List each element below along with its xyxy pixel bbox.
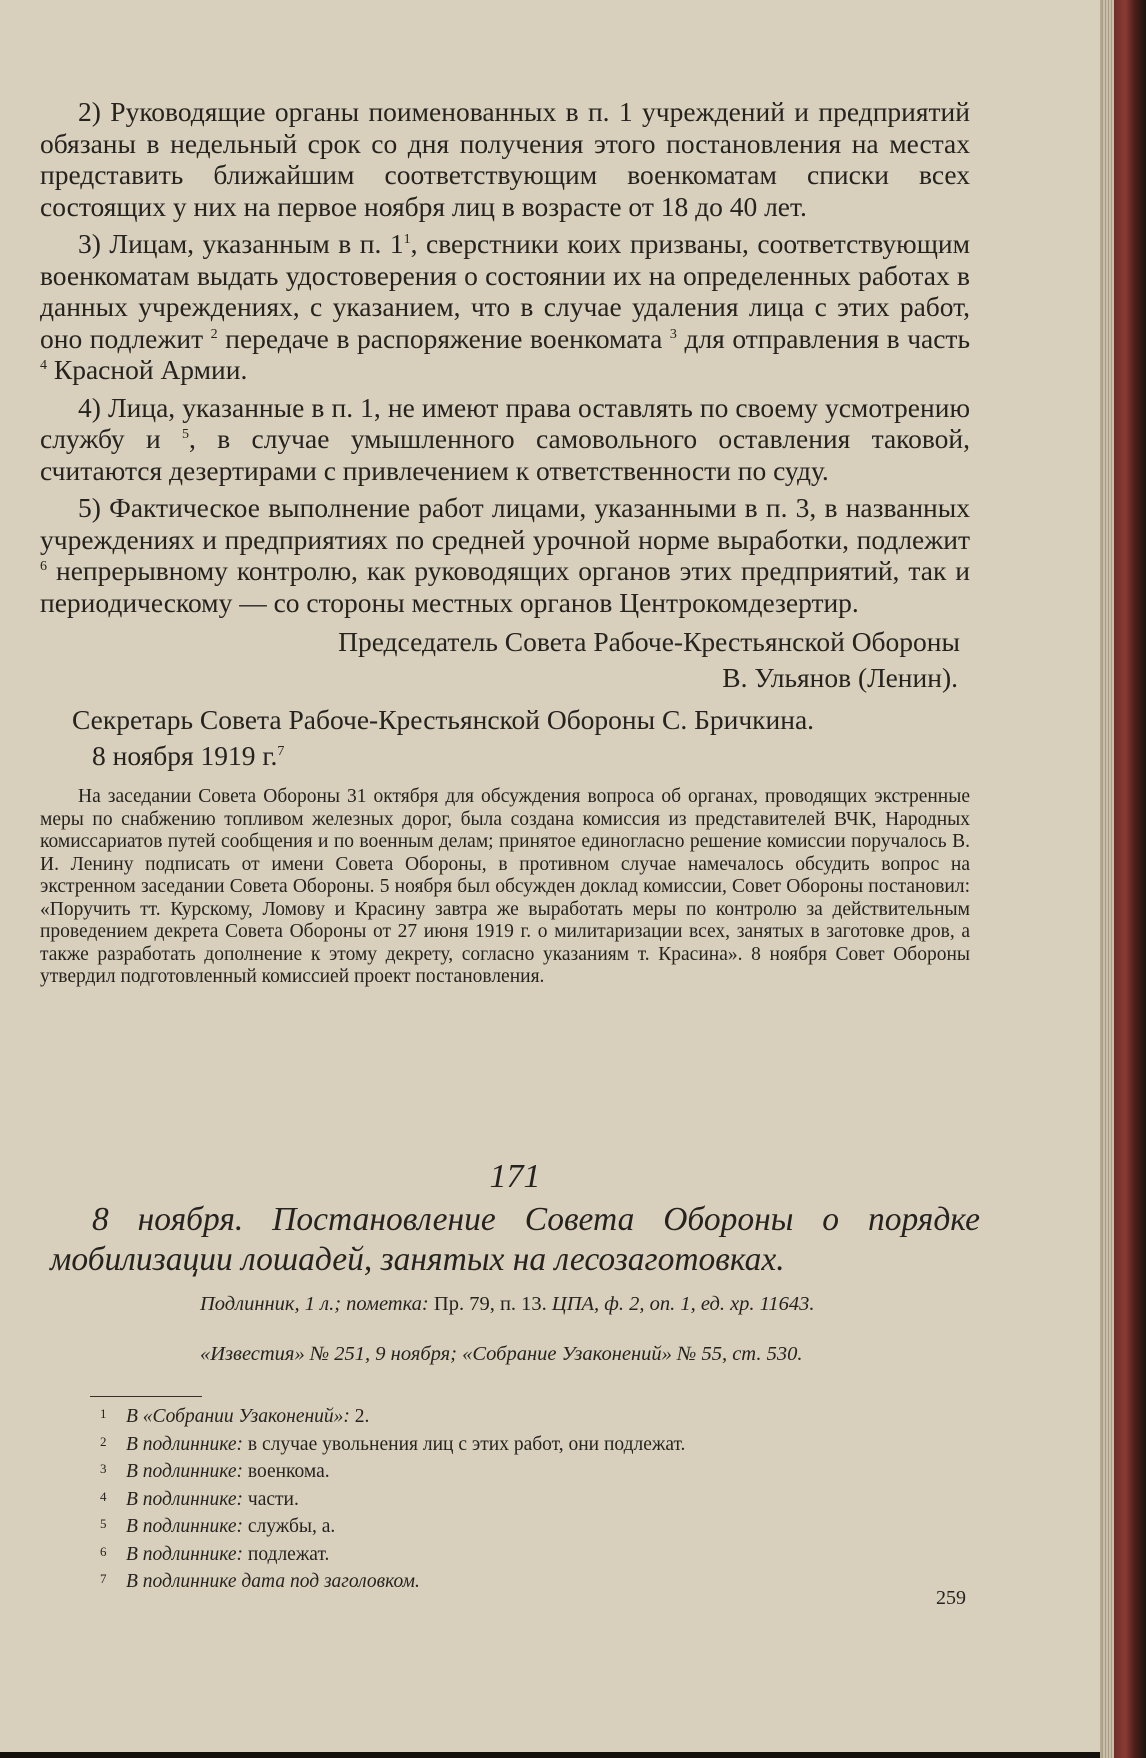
paragraph-5: 5) Фактическое выполнение работ лицами, указанными в п. 3, в названных учреждениях и предприятиях по средней урочной норме выработки, подлежит $^6$ непрерывному контролю, как руководящих органов этих предприятий, так и периодическому — со стороны местных органов Центрокомдезертир. (40, 492, 971, 618)
footnote-ref-6[interactable]: 6 (40, 558, 47, 574)
chairman-name: В. Ульянов (Ленин). (722, 662, 958, 693)
footnote-ref-4[interactable]: 4 (40, 357, 47, 373)
footnote-ref-3[interactable]: 3 (669, 326, 677, 342)
publication-source: «Известия» № 251, 9 ноября; «Собрание Узаконений» № 55, ст. 530. (200, 1343, 803, 1365)
decree-body (40, 96, 970, 989)
editorial-note: На заседании Совета Обороны 31 октября для обсуждения вопроса об органах, проводящих экстренные меры по снабжению топливом железных дорог, была создана комиссия из представителей ВЧК, Народных комиссариатов путей сообщения и по военным делам; принятое единогласно решение комиссии поручалось В. И. Ленину подписать от имени Совета Обороны, в противном случае намечалось обсудить вопрос на экстренном заседании Совета Обороны. 5 ноября был обсужден доклад комиссии, Совет Обороны постановил: «Поручить тт. Курскому, Ломову и Красину завтра же выработать меры по контролю за действительным проведением декрета Совета Обороны от 27 июня 1919 г. о милитаризации всех, занятых в заготовке дров, а также разработать дополнение к этому декрету, согласно указаниям т. Красина». 8 ноября Совет Обороны утвердил подготовленный комиссией проект постановления. (40, 786, 970, 987)
footnote-divider (90, 1396, 202, 1397)
archive-source: Подлинник, 1 л.; пометка: Пр. 79, п. 13. ЦПА, ф. 2, оп. 1, ед. хр. 11643. (200, 1293, 815, 1315)
paragraph-2: 2) Руководящие органы поименованных в п. 1 учреждений и предприятий обязаны в недельный срок со дня получения этого постановления на местах представить ближайшим соответствующим военкоматам списки всех состоящих у них на первое ноября лиц в возрасте от 18 до 40 лет. (40, 96, 970, 222)
footnotes-list (100, 1402, 960, 1595)
footnote-ref-7[interactable]: 7 (277, 743, 285, 759)
chairman-title: Председатель Совета Рабоче-Крестьянской Обороны (338, 626, 960, 657)
decree-date: 8 ноября 1919 г.$^7$ (92, 740, 285, 771)
footnote-item: 6 В подлиннике: подлежат. (100, 1543, 330, 1565)
secretary-signature: Секретарь Совета Рабоче-Крестьянской Обороны С. Бричкина. (72, 704, 815, 735)
paragraph-4: 4) Лица, указанные в п. 1, не имеют права оставлять по своему усмотрению службу и $^5$, в случае умышленного самовольного оставления таковой, считаются дезертирами с привлечением к ответственности по суду. (40, 391, 970, 486)
footnote-item: 1 В «Собрании Узаконений»: 2. (100, 1406, 370, 1427)
footnote-item: 2 В подлиннике: в случае увольнения лиц с этих работ, они подлежат. (100, 1433, 686, 1455)
document-title: 8 ноября. Постановление Совета Обороны о порядке мобилизации лошадей, занятых на лесозаготовках. (50, 1201, 980, 1278)
footnote-item: 7 В подлиннике дата под заголовком. (100, 1571, 420, 1592)
page-stack-edge (1102, 0, 1114, 1758)
footnote-item: 5 В подлиннике: службы, а. (100, 1516, 336, 1537)
footnote-item: 3 В подлиннике: военкома. (100, 1461, 330, 1482)
document-number: 171 (489, 1158, 541, 1195)
page-number: 259 (936, 1587, 966, 1609)
footnote-ref-5[interactable]: 5 (182, 426, 190, 442)
footnote-ref-1[interactable]: 1 (403, 231, 411, 247)
footnote-ref-2[interactable]: 2 (210, 326, 218, 342)
paragraph-3: 3) Лицам, указанным в п. $1^1$, сверстники коих призваны, соответствующим военкоматам выдать удостоверения о состоянии их на определенных работах в данных учреждениях, с указанием, что в случае удаления лица с этих работ, оно подлежит $^2$ передаче в распоряжение военкомата $^3$ для отправления в часть $^4$ Красной Армии. (40, 228, 970, 385)
footnote-item: 4 В подлиннике: части. (100, 1488, 299, 1510)
